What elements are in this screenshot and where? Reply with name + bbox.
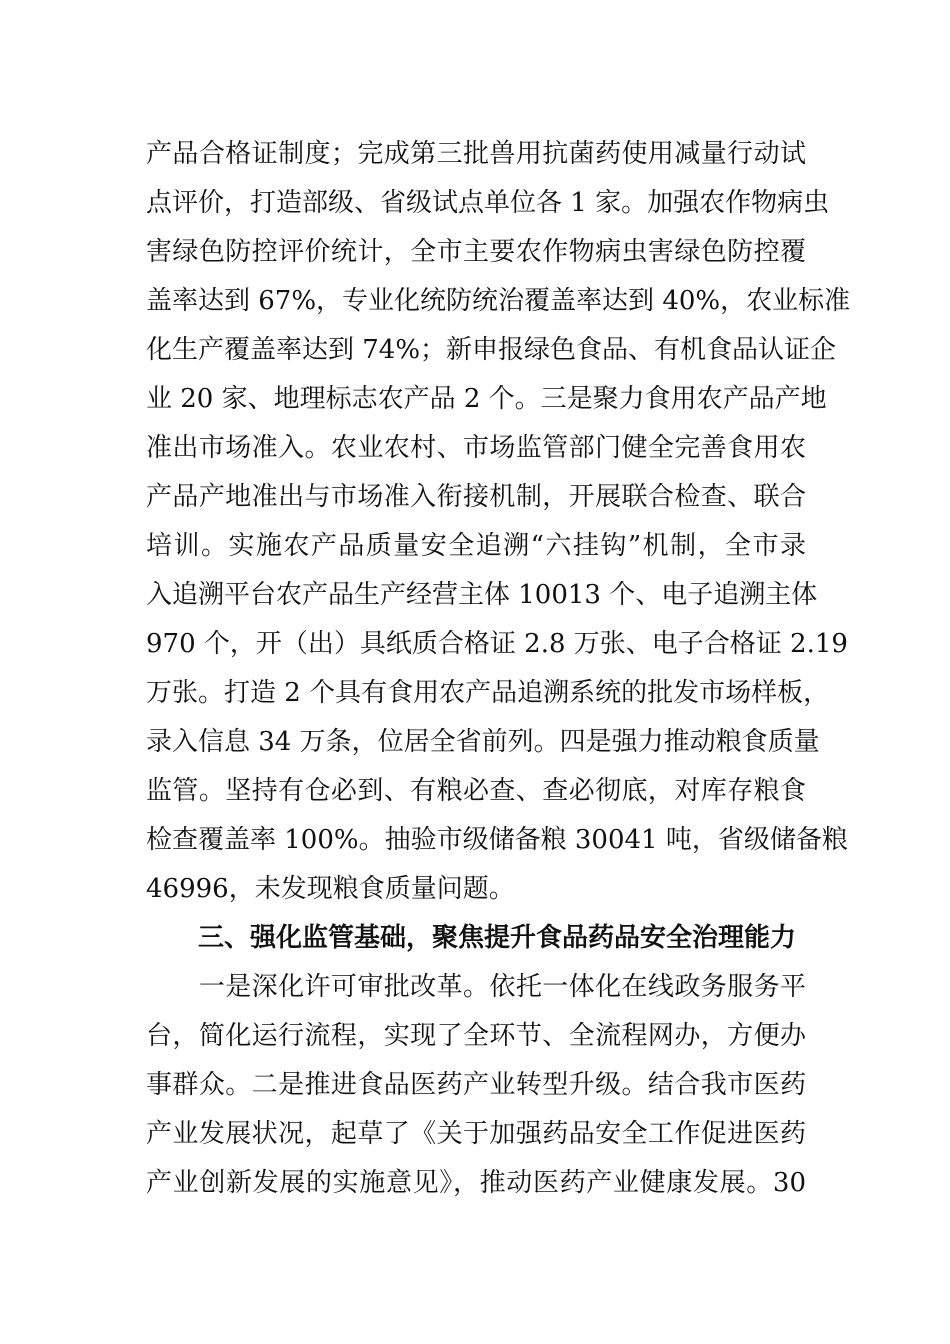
text-line: 点评价，打造部级、省级试点单位各 1 家。加强农作物病虫	[146, 188, 830, 218]
text-line: 入追溯平台农产品生产经营主体 10013 个、电子追溯主体	[146, 580, 818, 610]
text-line: 事群众。二是推进食品医药产业转型升级。结合我市医药	[146, 1070, 806, 1100]
text-line: 台，简化运行流程，实现了全环节、全流程网办，方便办	[146, 1021, 806, 1051]
paragraph-licensing-reform	[146, 963, 806, 1208]
text-line: 产业发展状况，起草了《关于加强药品安全工作促进医药	[146, 1119, 806, 1149]
text-line: 录入信息 34 万条，位居全省前列。四是强力推动粮食质量	[146, 727, 820, 757]
text-line: 业 20 家、地理标志农产品 2 个。三是聚力食用农产品产地	[146, 384, 827, 414]
text-line: 培训。实施农产品质量安全追溯“六挂钩”机制，全市录	[146, 531, 806, 561]
text-line: 970 个，开（出）具纸质合格证 2.8 万张、电子合格证 2.19	[146, 629, 848, 659]
section-heading: 三、强化监管基础，聚焦提升食品药品安全治理能力	[198, 923, 797, 953]
text-line: 检查覆盖率 100%。抽验市级储备粮 30041 吨，省级储备粮	[146, 825, 848, 855]
text-line: 盖率达到 67%，专业化统防统治覆盖率达到 40%，农业标准	[146, 286, 851, 316]
text-line: 46996，未发现粮食质量问题。	[146, 874, 515, 904]
text-line: 监管。坚持有仓必到、有粮必查、查必彻底，对库存粮食	[146, 776, 806, 806]
paragraph-agri-quality	[146, 130, 851, 914]
text-line: 产品产地准出与市场准入衔接机制，开展联合检查、联合	[146, 482, 806, 512]
text-line: 万张。打造 2 个具有食用农产品追溯系统的批发市场样板，	[146, 678, 830, 708]
text-line: 准出市场准入。农业农村、市场监管部门健全完善食用农	[146, 433, 806, 463]
text-line: 产品合格证制度；完成第三批兽用抗菌药使用减量行动试	[146, 139, 806, 169]
text-line: 产业创新发展的实施意见》，推动医药产业健康发展。30	[146, 1168, 806, 1198]
text-line: 化生产覆盖率达到 74%；新申报绿色食品、有机食品认证企	[146, 335, 837, 365]
text-line: 一是深化许可审批改革。依托一体化在线政务服务平	[146, 972, 806, 1002]
document-body	[146, 130, 851, 1208]
text-line: 害绿色防控评价统计，全市主要农作物病虫害绿色防控覆	[146, 237, 806, 267]
